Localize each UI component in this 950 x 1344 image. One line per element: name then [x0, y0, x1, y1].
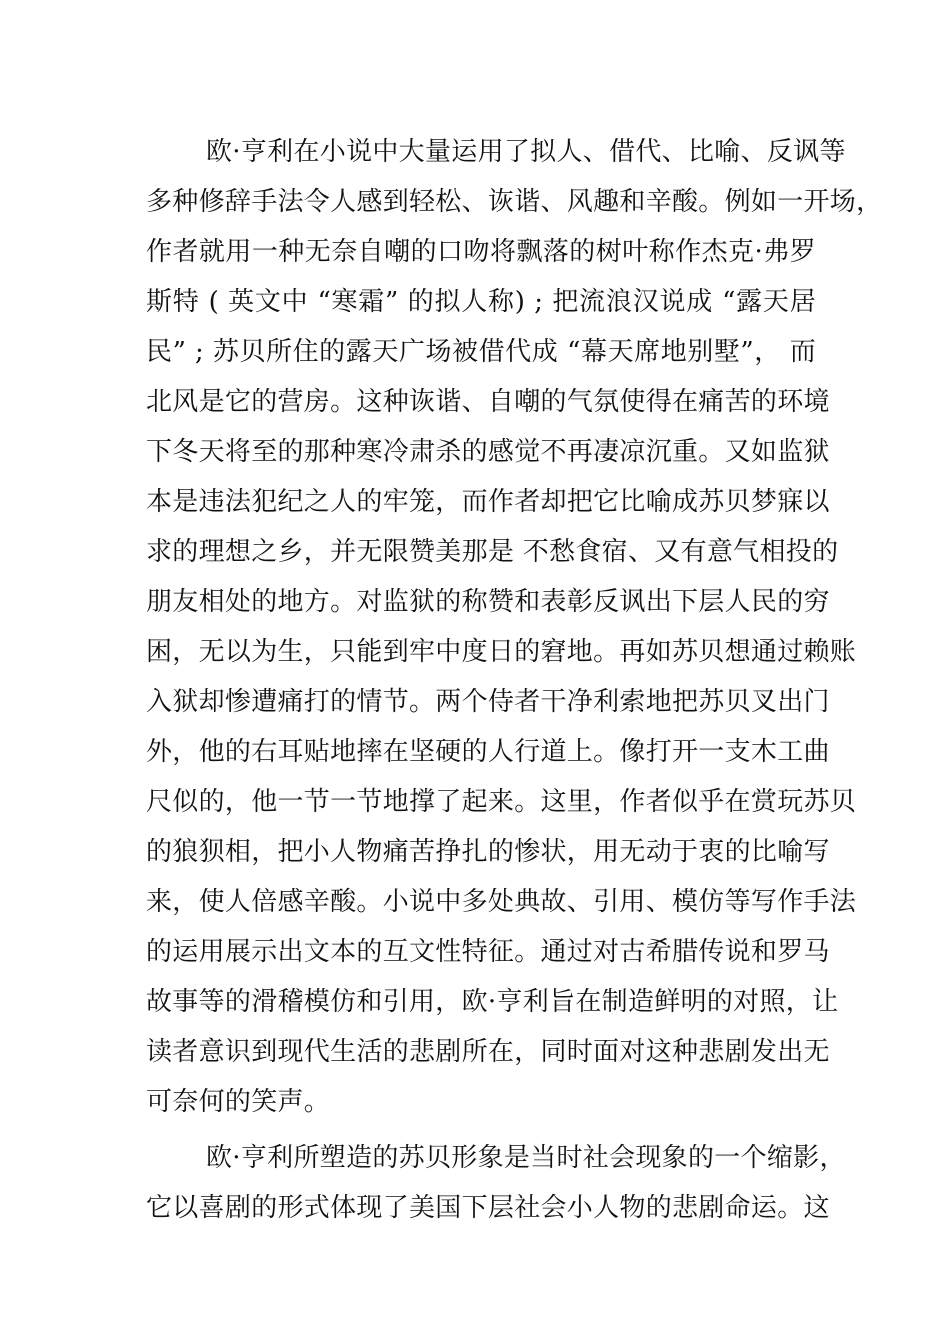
paragraph-1-line: 求的理想之乡，并无限赞美那是 不愁食宿、又有意气相投的: [146, 537, 839, 567]
paragraph-1-line: 多种修辞手法令人感到轻松、诙谐、风趣和辛酸。例如一开场，: [146, 187, 883, 217]
paragraph-2-line: 欧·亨利所塑造的苏贝形象是当时社会现象的一个缩影，: [206, 1143, 846, 1173]
paragraph-1-line: 斯特 ( 英文中 “寒霜” 的拟人称) ; 把流浪汉说成 “露天居: [146, 287, 816, 317]
paragraph-1-line: 尺似的，他一节一节地撑了起来。这里，作者似乎在赏玩苏贝: [146, 787, 857, 817]
paragraph-1-line: 作者就用一种无奈自嘲的口吻将飘落的树叶称作杰克·弗罗: [146, 237, 816, 267]
paragraph-1-line: 下冬天将至的那种寒冷肃杀的感觉不再凄凉沉重。又如监狱: [146, 437, 830, 467]
paragraph-1-line: 北风是它的营房。这种诙谐、自嘲的气氛使得在痛苦的环境: [146, 387, 830, 417]
paragraph-1-line: 入狱却惨遭痛打的情节。两个侍者干净利索地把苏贝叉出门: [146, 687, 830, 717]
paragraph-2-line: 它以喜剧的形式体现了美国下层社会小人物的悲剧命运。这: [146, 1193, 830, 1223]
paragraph-1-line: 本是违法犯纪之人的牢笼，而作者却把它比喻成苏贝梦寐以: [146, 487, 830, 517]
paragraph-1-line: 故事等的滑稽模仿和引用，欧·亨利旨在制造鲜明的对照，让: [146, 987, 839, 1017]
paragraph-1-line: 的狼狈相，把小人物痛苦挣扎的惨状，用无动于衷的比喻写: [146, 837, 830, 867]
body-text: [146, 127, 883, 1233]
paragraph-1-line: 困，无以为生，只能到牢中度日的窘地。再如苏贝想通过赖账: [146, 637, 857, 667]
paragraph-1-line: 民” ; 苏贝所住的露天广场被借代成 “幕天席地别墅”， 而: [146, 337, 816, 367]
paragraph-1-line: 欧·亨利在小说中大量运用了拟人、借代、比喻、反讽等: [206, 137, 846, 167]
paragraph-1-line: 来，使人倍感辛酸。小说中多处典故、引用、模仿等写作手法: [146, 887, 857, 917]
paragraph-1-line: 的运用展示出文本的互文性特征。通过对古希腊传说和罗马: [146, 937, 830, 967]
paragraph-1-line: 朋友相处的地方。对监狱的称赞和表彰反讽出下层人民的穷: [146, 587, 830, 617]
paragraph-1-line: 外，他的右耳贴地摔在坚硬的人行道上。像打开一支木工曲: [146, 737, 830, 767]
paragraph-1-line: 可奈何的笑声。: [146, 1087, 331, 1117]
paragraph-1-line: 读者意识到现代生活的悲剧所在，同时面对这种悲剧发出无: [146, 1037, 830, 1067]
